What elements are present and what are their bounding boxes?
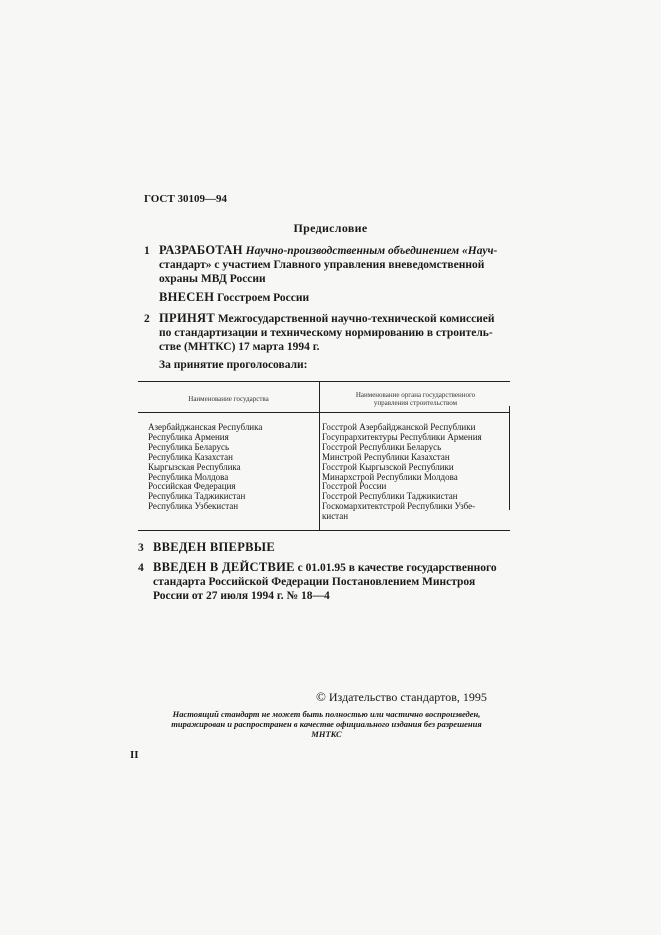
notice-line: МНТКС	[311, 729, 342, 739]
item-text: ВВЕДЕН ВПЕРВЫЕ	[153, 540, 275, 554]
table-cell-state: Республика Армения	[148, 431, 229, 442]
table-cell-body: Госупрархитектуры Республики Армения	[322, 431, 482, 442]
notice-line: Настоящий стандарт не может быть полностью или частично воспроизведен,	[172, 709, 481, 719]
page-number: II	[130, 749, 139, 761]
item-effective	[138, 560, 497, 603]
table-header-body	[321, 391, 510, 407]
item-lead: ПРИНЯТ	[159, 311, 215, 325]
table-cell-body: Минархстрой Республики Молдова	[322, 471, 458, 482]
table-header-body-line: управления строительством	[373, 399, 458, 407]
table-header-body-line: Наименование органа государственного	[355, 391, 476, 399]
table-cell-body: Минстрой Республики Казахстан	[322, 451, 450, 462]
table-cell-body: Госстрой России	[322, 481, 387, 492]
table-cell-body: Госстрой Республики Таджикистан	[322, 491, 458, 502]
item-lead: РАЗРАБОТАН	[159, 243, 243, 257]
item-number: 4	[138, 562, 144, 574]
table-cell-body: Госстрой Кыргызской Республики	[322, 461, 454, 472]
copyright-text: Издательство стандартов, 1995	[328, 690, 487, 704]
item-text: Научно-производственным объединением «Науч-	[245, 245, 498, 257]
table-cell-state: Республика Узбекистан	[148, 501, 239, 512]
item-text: стандарт» с участием Главного управления вневедомственной	[159, 259, 485, 271]
votes-table	[138, 381, 510, 531]
item-text: с 01.01.95 в качестве государственного	[297, 562, 497, 574]
table-header-rule	[138, 412, 510, 413]
item-text: Межгосударственной научно-технической комиссией	[217, 313, 495, 325]
item-number: 3	[138, 542, 144, 554]
table-cell-state: Республика Таджикистан	[148, 491, 246, 502]
table-cell-state: Кыргызская Республика	[148, 461, 241, 472]
table-cell-state: Республика Беларусь	[148, 441, 230, 452]
copyright-icon: ©	[316, 689, 326, 704]
item-text: по стандартизации и техническому нормированию в строитель-	[159, 327, 493, 339]
item-number: 2	[144, 313, 150, 325]
item-adopted	[144, 311, 495, 354]
item-first-introduced	[138, 540, 275, 555]
item-text: охраны МВД России	[159, 273, 266, 285]
item-text: Госстроем России	[217, 292, 310, 304]
reproduction-notice	[144, 709, 509, 739]
table-cell-state: Азербайджанская Республика	[148, 422, 263, 432]
notice-line: тиражирован и распространен в качестве официального издания без разрешения	[171, 719, 482, 729]
page-title: Предисловие	[293, 221, 368, 235]
item-lead: ВНЕСЕН	[159, 290, 215, 304]
table-column-states	[148, 423, 262, 512]
table-cell-body: Госстрой Азербайджанской Республики	[322, 422, 476, 432]
document-code: ГОСТ 30109—94	[144, 193, 227, 205]
copyright	[316, 689, 487, 705]
item-developed	[144, 243, 514, 286]
item-text: России от 27 июля 1994 г. № 18—4	[153, 590, 330, 602]
table-header-state: Наименование государства	[188, 395, 269, 403]
table-cell-state: Российская Федерация	[148, 481, 236, 492]
item-introduced	[159, 290, 309, 305]
voted-label: За принятие проголосовали:	[159, 359, 308, 371]
item-text: стве (МНТКС) 17 марта 1994 г.	[159, 341, 320, 353]
item-text: стандарта Российской Федерации Постановлением Минстроя	[153, 576, 476, 588]
table-column-bodies	[322, 423, 508, 522]
table-right-border	[509, 406, 510, 510]
item-lead: ВВЕДЕН В ДЕЙСТВИЕ	[153, 560, 295, 574]
table-cell-body: Госстрой Республики Беларусь	[322, 441, 442, 452]
table-cell-body: кистан	[322, 511, 349, 522]
table-cell-body: Госкомархитектстрой Республики Узбе-	[322, 501, 476, 512]
table-column-divider	[319, 382, 320, 530]
item-number: 1	[144, 245, 150, 257]
table-cell-state: Республика Казахстан	[148, 451, 233, 462]
table-cell-state: Республика Молдова	[148, 471, 229, 482]
